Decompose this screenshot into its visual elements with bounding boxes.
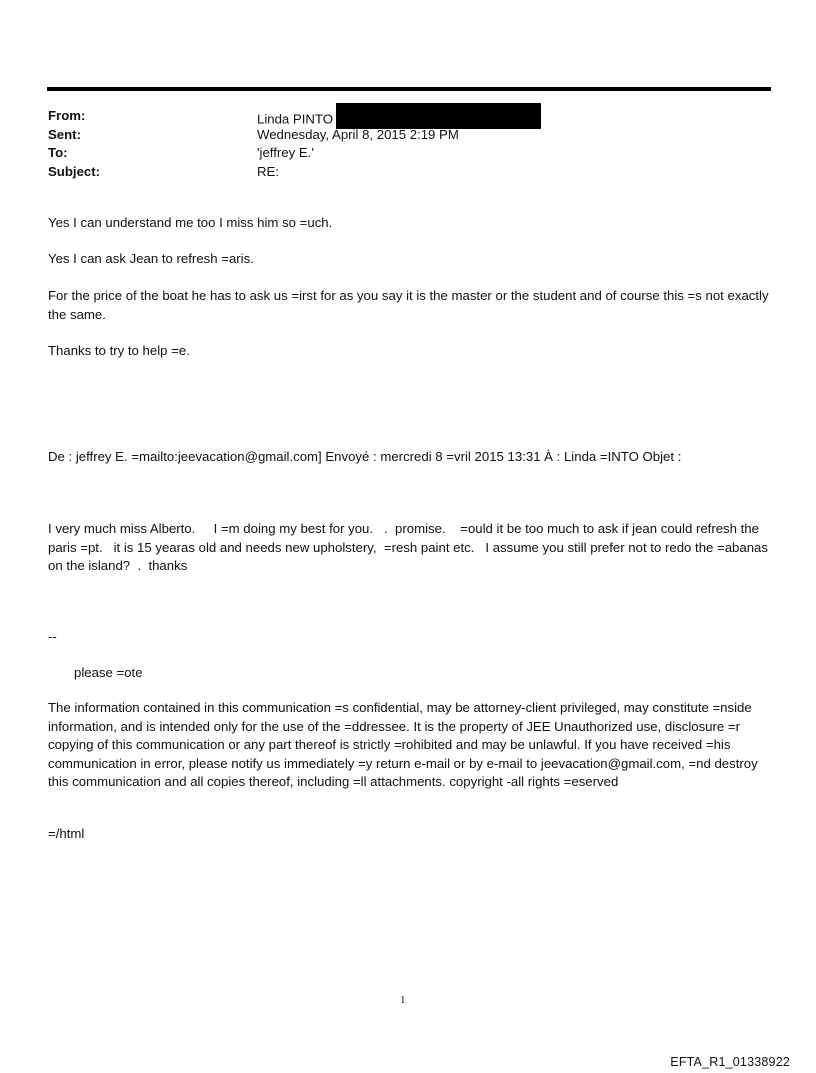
signature-note: please =ote xyxy=(74,665,143,680)
sent-value: Wednesday, April 8, 2015 2:19 PM xyxy=(257,126,459,142)
sent-label: Sent: xyxy=(48,126,81,142)
from-row xyxy=(48,107,768,126)
page-number: 1 xyxy=(400,994,406,1006)
email-header xyxy=(48,107,768,181)
subject-value: RE: xyxy=(257,163,279,179)
to-row xyxy=(48,144,768,163)
body-paragraph-2: Yes I can ask Jean to refresh =aris. xyxy=(48,251,254,266)
from-label: From: xyxy=(48,108,86,123)
subject-row xyxy=(48,163,768,182)
sent-row xyxy=(48,126,768,145)
html-end-marker: =/html xyxy=(48,826,85,841)
body-paragraph-1: Yes I can understand me too I miss him so =uch. xyxy=(48,215,333,230)
subject-label: Subject: xyxy=(48,163,101,179)
to-label: To: xyxy=(48,145,68,160)
signature-separator: -- xyxy=(48,629,57,644)
from-name: Linda PINTO xyxy=(257,111,333,127)
quoted-message: I very much miss Alberto. I =m doing my best for you. . promise. =ould it be too much to ask if jean could refresh the paris =pt. it is 15 yearas old and needs new upholstery, =resh paint etc. I assume you still prefer not to redo the =abanas on the island? . thanks xyxy=(48,521,772,573)
body-paragraph-3: For the price of the boat he has to ask us =irst for as you say it is the master or the student and of course this =s not exactly the same. xyxy=(48,288,769,322)
to-value: 'jeffrey E.' xyxy=(257,145,314,160)
disclaimer: The information contained in this communication =s confidential, may be attorney-client privileged, may constitute =nside information, and is intended only for the use of the =ddressee. It is the property of JEE Unauthorized use, disclosure =r copying of this communication or any part thereof is strictly =rohibited and may be unlawful. If you have received =his communication in error, please notify us immediately =y return e-mail or by e-mail to jeevacation@gmail.com, =nd destroy this communication and all copies thereof, including =ll attachments. copyright -all rights =eserved xyxy=(48,700,758,789)
document-id: EFTA_R1_01338922 xyxy=(670,1055,790,1069)
body-paragraph-4: Thanks to try to help =e. xyxy=(48,343,190,358)
forward-header: De : jeffrey E. =mailto:jeevacation@gmail.com] Envoyé : mercredi 8 =vril 2015 13:31 À : Linda =INTO Objet : xyxy=(48,449,682,464)
header-divider xyxy=(47,87,771,91)
